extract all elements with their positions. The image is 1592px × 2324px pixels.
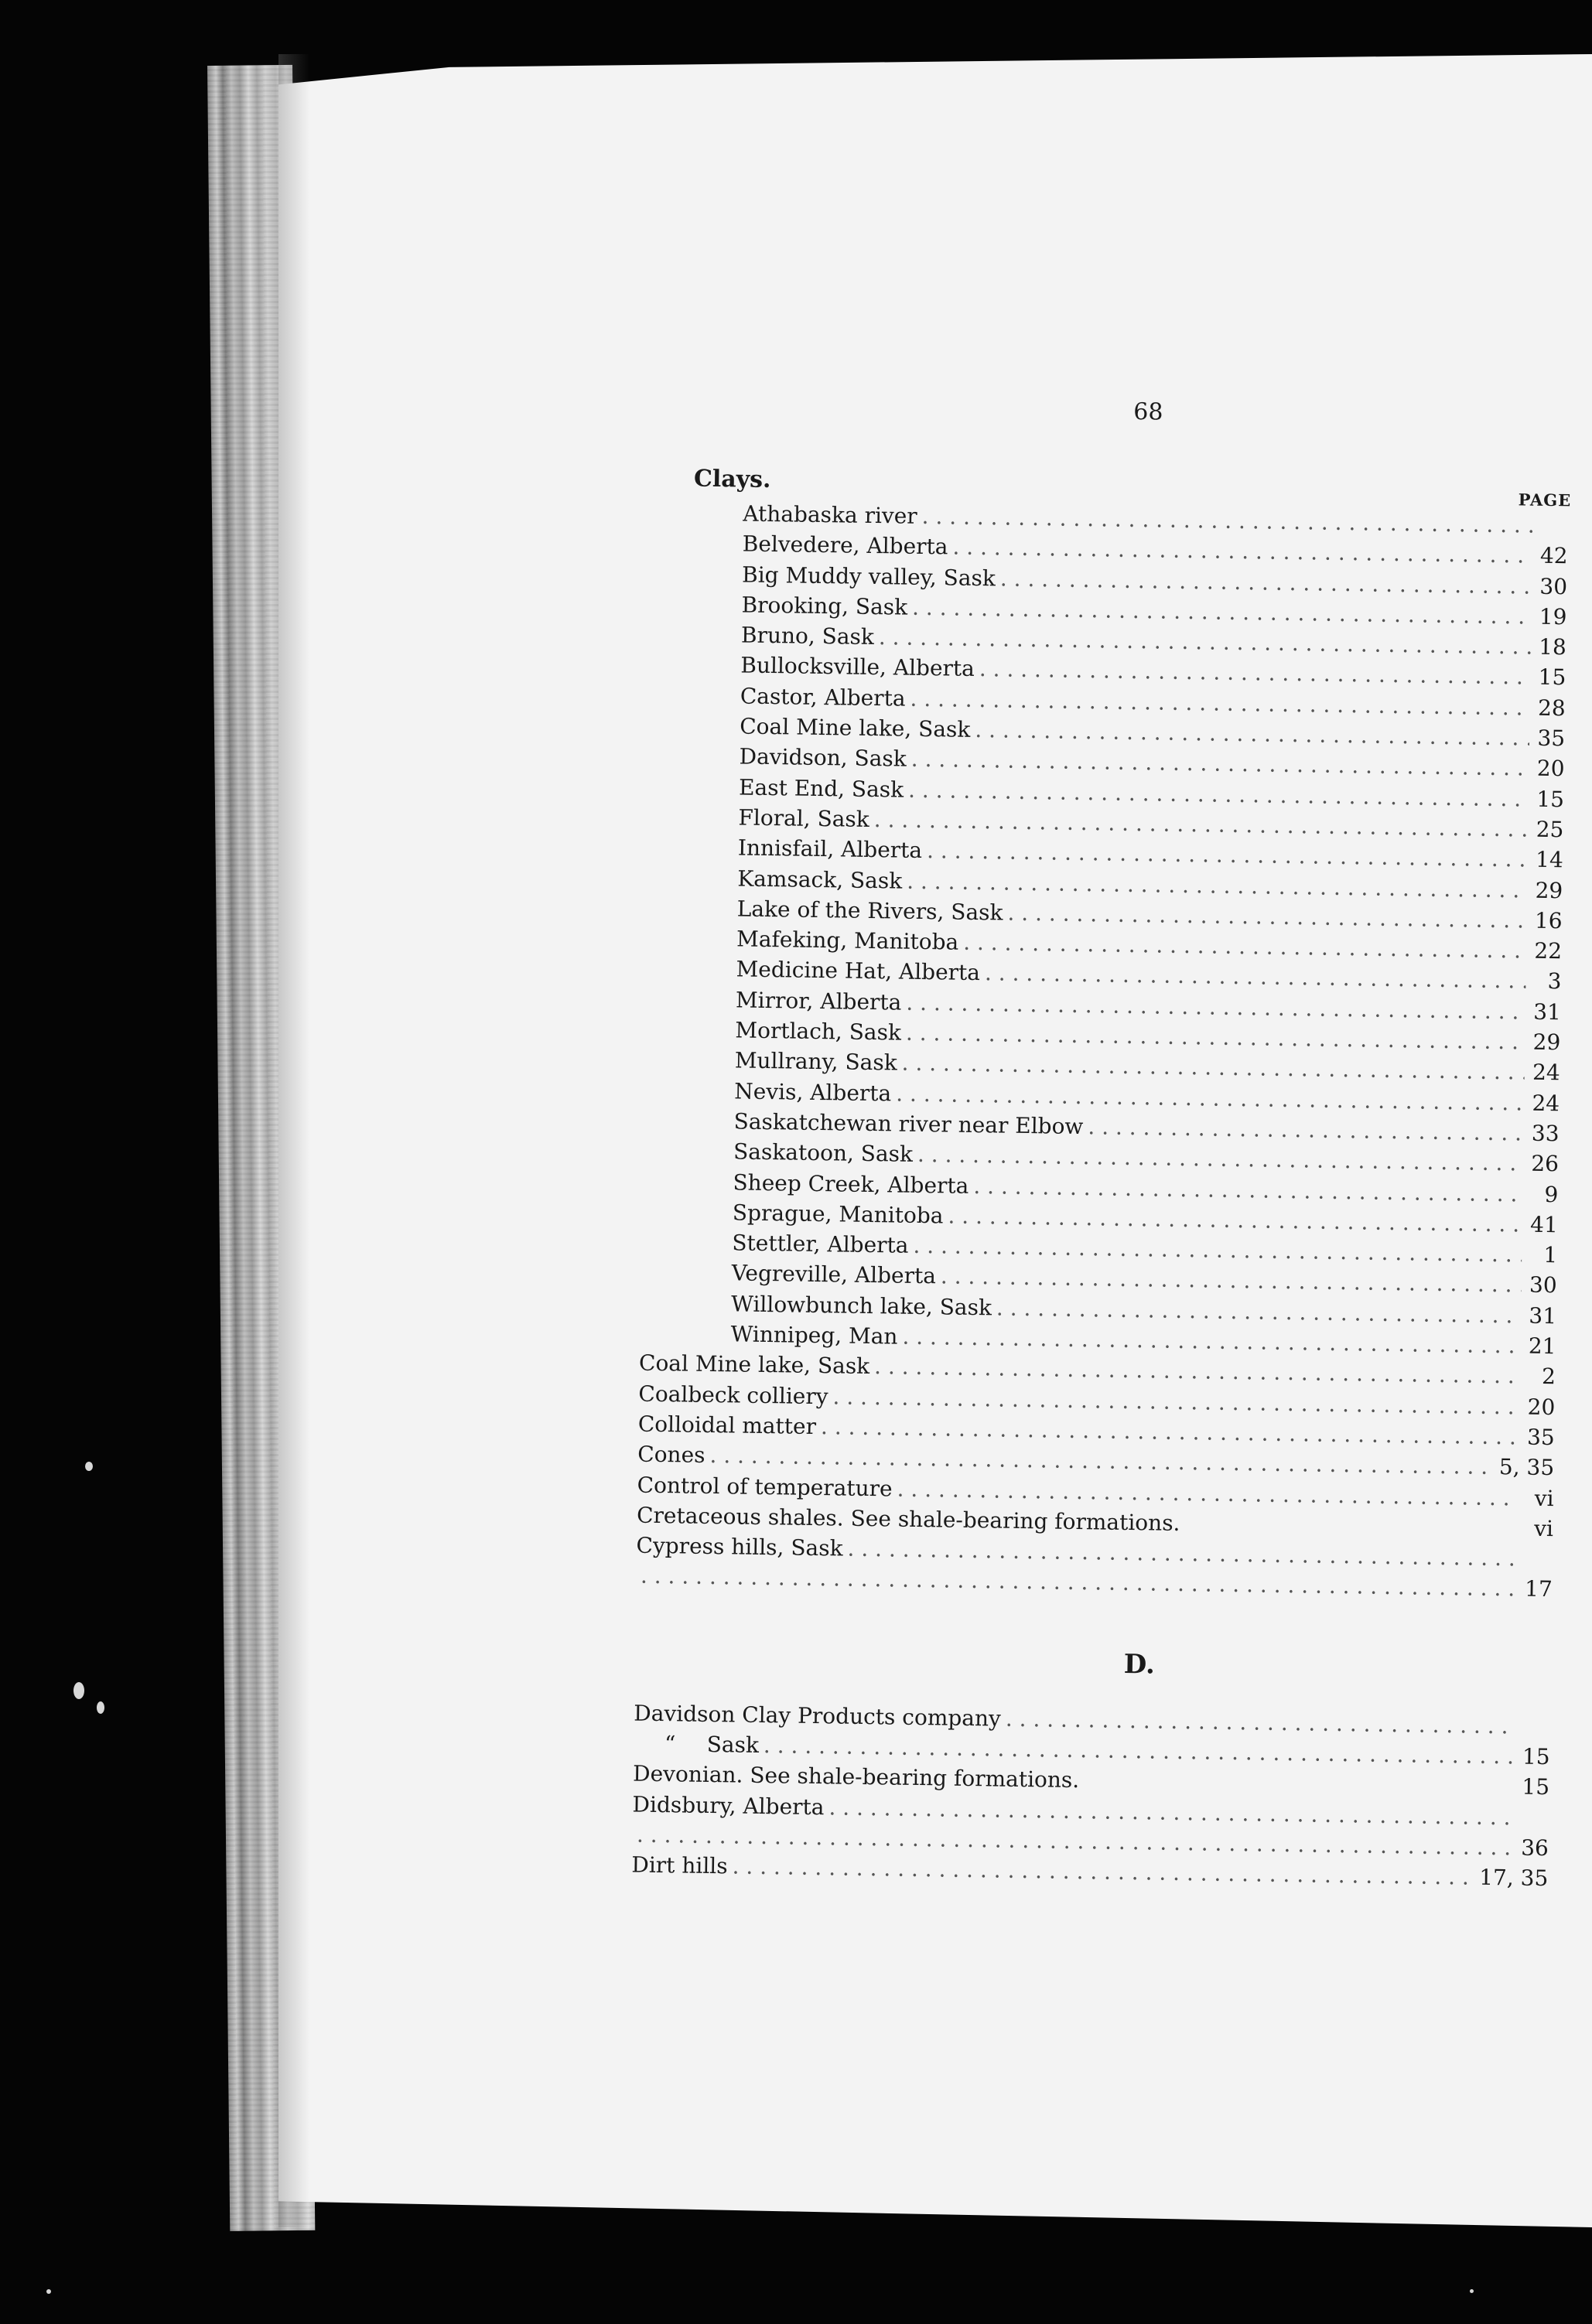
entry-label: Mirror, Alberta [735, 987, 902, 1015]
entry-label: Colloidal matter [637, 1411, 817, 1439]
entry-label: Sheep Creek, Alberta [733, 1169, 969, 1199]
entry-label: Nevis, Alberta [734, 1078, 892, 1107]
entry-page: 16 [1534, 907, 1563, 934]
entry-label: Stettler, Alberta [732, 1230, 909, 1258]
entry-label: Cones [637, 1441, 705, 1469]
entry-page: 15 [1522, 1743, 1550, 1770]
entry-label: Control of temperature [637, 1472, 893, 1502]
entry-label: Davidson Clay Products company [634, 1700, 1002, 1732]
entry-label: Saskatoon, Sask [733, 1138, 914, 1168]
entry-page: 36 [1520, 1834, 1549, 1862]
entry-page: 19 [1539, 603, 1567, 630]
entry-page: 9 [1544, 1181, 1559, 1207]
entry-label: Bruno, Sask [740, 622, 875, 650]
entry-label: Winnipeg, Man [730, 1321, 898, 1350]
entry-label: Mortlach, Sask [735, 1017, 902, 1046]
entry-page: 35 [1537, 725, 1566, 752]
entry-page: 15 [1536, 786, 1565, 812]
entry-page: 33 [1531, 1120, 1560, 1147]
entry-label: Castor, Alberta [740, 683, 906, 712]
entry-label: Athabaska river [743, 500, 917, 529]
entry-page: 35 [1526, 1424, 1555, 1451]
entry-page: 20 [1536, 756, 1565, 782]
entry-page: 2 [1541, 1363, 1556, 1390]
dot-leader [1088, 1114, 1524, 1145]
entry-page: 28 [1537, 694, 1566, 722]
page-number: 68 [1133, 398, 1163, 426]
entry-label: East End, Sask [738, 774, 904, 803]
entry-label: Sprague, Manitoba [732, 1200, 944, 1229]
entry-page: 21 [1528, 1333, 1556, 1360]
entry-label: Mullrany, Sask [734, 1047, 897, 1076]
entry-page: 31 [1533, 998, 1562, 1025]
entry-page: 15 [1522, 1773, 1550, 1800]
entry-label: Lake of the Rivers, Sask [736, 896, 1003, 926]
entry-page: vi [1533, 1515, 1554, 1541]
entry-label: Belvedere, Alberta [742, 531, 948, 560]
entry-label: Innisfail, Alberta [737, 834, 923, 864]
entry-page: 5, 35 [1498, 1454, 1555, 1481]
entry-page: 29 [1535, 877, 1563, 903]
entry-page: 3 [1547, 968, 1562, 995]
ditto-mark: “ [664, 1731, 676, 1757]
entry-label: Coal Mine lake, Sask [740, 713, 971, 742]
dot-leader [921, 503, 1532, 538]
entry-label: Floral, Sask [738, 804, 870, 832]
entry-label: Dirt hills [631, 1851, 728, 1879]
entry-page: 41 [1529, 1211, 1559, 1238]
entry-label: Kamsack, Sask [737, 865, 903, 894]
entry-label: Davidson, Sask [739, 743, 907, 773]
entry-label: Bullocksville, Alberta [740, 652, 975, 682]
c-entries [636, 1350, 1556, 1607]
clays-heading: Clays. [693, 465, 771, 494]
d-heading: D. [1123, 1648, 1156, 1681]
entry-page: 26 [1531, 1150, 1560, 1177]
entry-label: Brooking, Sask [741, 592, 908, 620]
entry-page: 14 [1535, 847, 1564, 873]
entry-page: 1 [1543, 1242, 1558, 1268]
entry-label: Cypress hills, Sask [636, 1532, 843, 1561]
entry-label: Mafeking, Manitoba [736, 926, 959, 955]
entry-label: Saskatchewan river near Elbow [733, 1108, 1084, 1140]
entry-label: Big Muddy valley, Sask [741, 561, 996, 591]
entry-label: “ Sask [633, 1731, 759, 1758]
entry-label: Medicine Hat, Alberta [736, 956, 981, 986]
entry-page: 18 [1539, 633, 1567, 660]
entry-label: Didsbury, Alberta [632, 1791, 825, 1820]
index-entries [631, 500, 1568, 1896]
entry-label: Cretaceous shales. See shale-bearing formations. [636, 1502, 1180, 1536]
entry-page: 42 [1539, 543, 1568, 569]
entry-page: 29 [1532, 1029, 1561, 1056]
entry-page: 17 [1524, 1576, 1553, 1602]
entry-page: 24 [1532, 1060, 1560, 1086]
entry-page: 25 [1536, 816, 1564, 843]
entry-page [1537, 533, 1568, 534]
entry-label: Coalbeck colliery [638, 1380, 828, 1409]
page-column-label: PAGE [1518, 490, 1572, 510]
entry-label: Willowbunch lake, Sask [730, 1291, 992, 1321]
entry-page: 22 [1534, 937, 1563, 964]
entry-label: Devonian. See shale-bearing formations. [632, 1760, 1080, 1793]
d-entries [631, 1700, 1550, 1896]
entry-label: Vegreville, Alberta [731, 1260, 937, 1289]
entry-page [1519, 1733, 1550, 1734]
entry-page: vi [1534, 1485, 1554, 1511]
entry-label: Coal Mine lake, Sask [638, 1350, 870, 1380]
entry-page: 20 [1527, 1394, 1556, 1420]
entry-page: 15 [1538, 664, 1566, 691]
entry-page [1518, 1824, 1549, 1825]
entry-page: 17, 35 [1478, 1864, 1549, 1892]
entry-page: 31 [1529, 1302, 1557, 1329]
clays-subentries [639, 500, 1568, 1364]
entry-page: 24 [1532, 1090, 1560, 1116]
entry-page: 30 [1529, 1272, 1557, 1299]
entry-page: 30 [1539, 573, 1568, 599]
entry-page [1522, 1566, 1553, 1567]
